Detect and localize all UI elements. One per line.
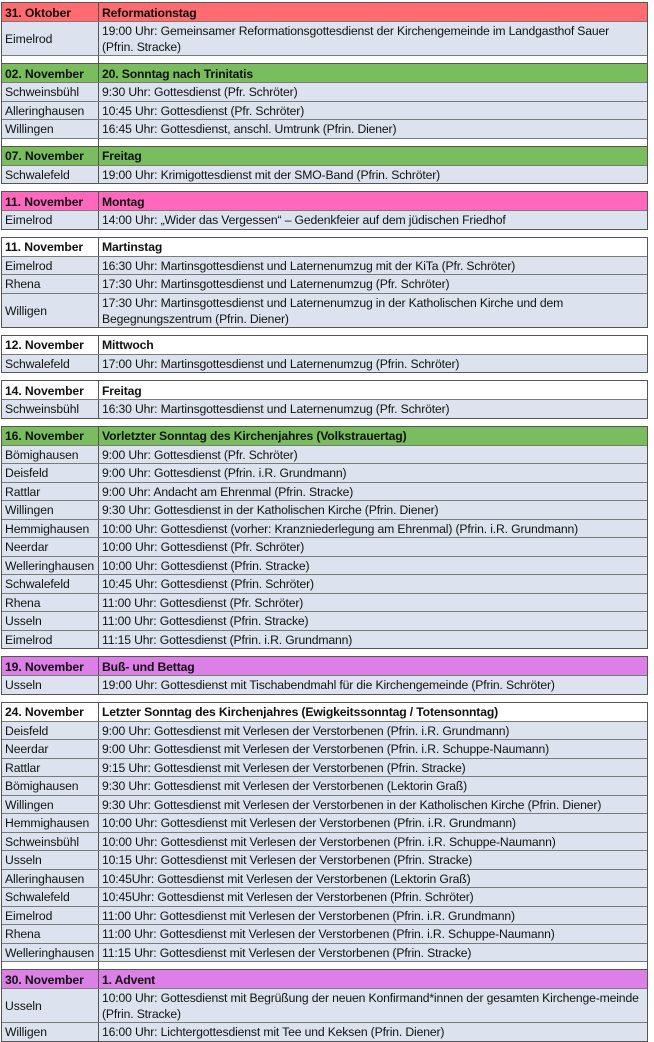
place-cell: Eimelrod: [2, 907, 99, 925]
place-cell: Schwalefeld: [2, 355, 99, 373]
block-header: [2, 3, 647, 21]
table-row: [2, 210, 647, 229]
table-row: [2, 795, 647, 814]
event-cell: 11:15 Uhr: Gottesdienst (Pfrin. i.R. Grundmann): [102, 632, 353, 647]
event-cell: 19:00 Uhr: Krimigottesdienst mit der SMO-Band (Pfrin. Schröter): [102, 167, 441, 182]
schedule-block-2: [1, 64, 648, 147]
table-row: [2, 165, 647, 184]
table-row: [2, 82, 647, 101]
event-cell: 14:00 Uhr: „Wider das Vergessen“ – Gedenkfeier auf dem jüdischen Friedhof: [102, 213, 506, 228]
event-cell: 19:00 Uhr: Gemeinsamer Reformationsgottesdienst der Kirchengemeinde im Landgasthof Sauer (Pfrin. Stracke): [102, 24, 610, 54]
event-cell: 10:15 Uhr: Gottesdienst mit Verlesen der Verstorbenen (Pfrin. Stracke): [102, 853, 473, 868]
block-title: Freitag: [102, 383, 142, 398]
place-cell: Eimelrod: [2, 257, 99, 275]
block-date: 11. November: [2, 192, 99, 210]
table-row: [2, 887, 647, 906]
place-cell: Eimelrod: [2, 22, 99, 55]
table-row: [2, 293, 647, 327]
place-cell: Willingen: [2, 120, 99, 138]
place-cell: Neerdar: [2, 538, 99, 556]
table-row: [2, 943, 647, 962]
table-row: [2, 758, 647, 777]
empty-cell: [99, 139, 647, 146]
event-cell: 9:30 Uhr: Gottesdienst mit Verlesen der Verstorbenen in der Katholischen Kirche (Pfrin. Diener): [102, 797, 602, 812]
table-row: [2, 445, 647, 464]
block-date: 07. November: [2, 147, 99, 165]
place-cell: Usseln: [2, 851, 99, 869]
place-cell: Schweinsbühl: [2, 83, 99, 101]
place-cell: Hemmighausen: [2, 814, 99, 832]
table-row: [2, 593, 647, 612]
table-row: [2, 611, 647, 630]
block-title: 1. Advent: [102, 972, 156, 987]
event-cell: 9:30 Uhr: Gottesdienst in der Katholischen Kirche (Pfrin. Diener): [102, 503, 439, 518]
block-header: [2, 147, 647, 165]
place-cell: Deisfeld: [2, 464, 99, 482]
place-cell: Willingen: [2, 501, 99, 519]
table-row: [2, 832, 647, 851]
place-cell: Rattlar: [2, 483, 99, 501]
block-date: 24. November: [2, 703, 99, 721]
block-header: [2, 64, 647, 82]
table-row: [2, 482, 647, 501]
table-row: [2, 1022, 647, 1041]
event-cell: 16:45 Uhr: Gottesdienst, anschl. Umtrunk (Pfrin. Diener): [102, 122, 397, 137]
event-cell: 9:30 Uhr: Gottesdienst (Pfr. Schröter): [102, 85, 298, 100]
place-cell: Rhena: [2, 275, 99, 293]
block-date: 02. November: [2, 64, 99, 82]
block-title: Martinstag: [102, 240, 163, 254]
schedule-block-4: [1, 191, 648, 230]
empty-row: [2, 138, 647, 146]
place-cell: Neerdar: [2, 740, 99, 758]
table-row: [2, 399, 647, 418]
table-row: [2, 776, 647, 795]
table-row: [2, 21, 647, 55]
event-cell: 11:00 Uhr: Gottesdienst (Pfrin. Stracke): [102, 614, 309, 629]
table-row: [2, 869, 647, 888]
table-row: [2, 354, 647, 373]
schedule-block-10: [1, 702, 648, 971]
event-cell: 9:15 Uhr: Gottesdienst mit Verlesen der Verstorbenen (Pfrin. Stracke): [102, 760, 466, 775]
place-cell: Hemmighausen: [2, 520, 99, 538]
schedule-block-6: [1, 335, 648, 374]
place-cell: Eimelrod: [2, 631, 99, 649]
table-row: [2, 850, 647, 869]
event-cell: 9:00 Uhr: Andacht am Ehrenmal (Pfrin. Stracke): [102, 484, 354, 499]
block-title: Montag: [102, 194, 145, 209]
event-cell: 16:00 Uhr: Lichtergottesdienst mit Tee und Keksen (Pfrin. Diener): [102, 1025, 445, 1040]
place-cell: Bömighausen: [2, 777, 99, 795]
table-row: [2, 574, 647, 593]
block-header: [2, 192, 647, 210]
block-title: Mittwoch: [102, 338, 154, 352]
empty-cell: [2, 139, 99, 146]
table-row: [2, 988, 647, 1022]
event-cell: 17:30 Uhr: Martinsgottesdienst und Laternenumzug (Pfr. Schröter): [102, 277, 450, 292]
block-date: 11. November: [2, 238, 99, 256]
place-cell: Rattlar: [2, 759, 99, 777]
block-date: 12. November: [2, 336, 99, 354]
block-header: [2, 238, 647, 256]
schedule-block-3: [1, 147, 648, 185]
event-cell: 17:30 Uhr: Martinsgottesdienst und Laternenumzug in der Katholischen Kirche und dem Begegnungszentrum (Pfrin. Diener): [102, 295, 564, 326]
place-cell: Eimelrod: [2, 211, 99, 229]
place-cell: Deisfeld: [2, 722, 99, 740]
place-cell: Bömighausen: [2, 446, 99, 464]
table-row: [2, 556, 647, 575]
table-row: [2, 721, 647, 740]
block-title: 20. Sonntag nach Trinitatis: [102, 66, 254, 81]
table-row: [2, 500, 647, 519]
event-cell: 10:45Uhr: Gottesdienst mit Verlesen der Verstorbenen (Pfrin. Schröter): [102, 890, 474, 905]
schedule-block-8: [1, 426, 648, 650]
event-cell: 16:30 Uhr: Martinsgottesdienst und Laternenumzug mit der KiTa (Pfr. Schröter): [102, 258, 516, 273]
table-row: [2, 101, 647, 120]
event-cell: 9:30 Uhr: Gottesdienst mit Verlesen der Verstorbenen (Lektorin Graß): [102, 779, 468, 794]
block-date: 14. November: [2, 381, 99, 399]
event-cell: 10:45Uhr: Gottesdienst mit Verlesen der Verstorbenen (Lektorin Graß): [102, 871, 471, 886]
empty-cell: [99, 56, 647, 63]
table-row: [2, 675, 647, 694]
event-cell: 10:00 Uhr: Gottesdienst (Pfr. Schröter): [102, 540, 305, 555]
event-cell: 9:00 Uhr: Gottesdienst (Pfrin. i.R. Grundmann): [102, 466, 347, 481]
block-header: [2, 381, 647, 399]
place-cell: Schwalefeld: [2, 888, 99, 906]
block-header: [2, 657, 647, 675]
event-cell: 10:00 Uhr: Gottesdienst (Pfrin. Stracke): [102, 558, 310, 573]
event-cell: 10:45 Uhr: Gottesdienst (Pfr. Schröter): [102, 103, 305, 118]
table-row: [2, 537, 647, 556]
block-date: 30. November: [2, 970, 99, 988]
place-cell: Willigen: [2, 1023, 99, 1041]
event-cell: 10:00 Uhr: Gottesdienst mit Verlesen der Verstorbenen (Pfrin. i.R. Grundmann): [102, 816, 516, 831]
empty-row: [2, 961, 647, 969]
event-cell: 19:00 Uhr: Gottesdienst mit Tischabendmahl für die Kirchengemeinde (Pfrin. Schröter): [102, 678, 555, 693]
block-title: Freitag: [102, 149, 142, 163]
place-cell: Alleringhausen: [2, 870, 99, 888]
block-header: [2, 336, 647, 354]
block-header: [2, 703, 647, 721]
place-cell: Welleringhausen: [2, 944, 99, 962]
place-cell: Usseln: [2, 989, 99, 1022]
place-cell: Rhena: [2, 594, 99, 612]
event-cell: 17:00 Uhr: Martinsgottesdienst und Laternenumzug (Pfrin. Schröter): [102, 356, 460, 371]
place-cell: Welleringhausen: [2, 557, 99, 575]
event-cell: 10:00 Uhr: Gottesdienst mit Begrüßung der neuen Konfirmand*innen der gesamten Kirchenge-meinde (Pfrin. Stracke): [102, 991, 639, 1021]
block-title: Letzter Sonntag des Kirchenjahres (Ewigkeitssonntag / Totensonntag): [102, 705, 499, 719]
place-cell: Alleringhausen: [2, 102, 99, 120]
block-header: [2, 970, 647, 988]
block-title: Reformationstag: [102, 5, 197, 20]
place-cell: Schweinsbühl: [2, 833, 99, 851]
table-row: [2, 274, 647, 293]
block-header: [2, 427, 647, 445]
place-cell: Willingen: [2, 796, 99, 814]
empty-cell: [2, 56, 99, 63]
empty-row: [2, 55, 647, 63]
place-cell: Rhena: [2, 925, 99, 943]
block-title: Buß- und Bettag: [102, 659, 195, 674]
event-cell: 10:45 Uhr: Gottesdienst (Pfrin. Schröter): [102, 577, 314, 592]
event-cell: 9:00 Uhr: Gottesdienst mit Verlesen der Verstorbenen (Pfrin. i.R. Grundmann): [102, 723, 510, 738]
event-cell: 11:00 Uhr: Gottesdienst (Pfr. Schröter): [102, 595, 304, 610]
event-cell: 11:00 Uhr: Gottesdienst mit Verlesen der Verstorbenen (Pfrin. i.R. Grundmann): [102, 908, 515, 923]
event-cell: 9:00 Uhr: Gottesdienst mit Verlesen der Verstorbenen (Pfrin. i.R. Schuppe-Naumann): [102, 742, 549, 757]
table-row: [2, 119, 647, 138]
event-cell: 10:00 Uhr: Gottesdienst (vorher: Kranzniederlegung am Ehrenmal) (Pfrin. i.R. Grundmann): [102, 521, 579, 536]
event-cell: 11:15 Uhr: Gottesdienst mit Verlesen der Verstorbenen (Pfrin. Stracke): [102, 945, 472, 960]
empty-cell: [2, 962, 99, 969]
table-row: [2, 924, 647, 943]
place-cell: Willigen: [2, 294, 99, 327]
place-cell: Schwalefeld: [2, 575, 99, 593]
table-row: [2, 519, 647, 538]
event-cell: 10:00 Uhr: Gottesdienst mit Verlesen der Verstorbenen (Pfrin. i.R. Schuppe-Naumann): [102, 834, 556, 849]
table-row: [2, 739, 647, 758]
block-title: Vorletzter Sonntag des Kirchenjahres (Volkstrauertag): [102, 429, 407, 443]
schedule-block-7: [1, 380, 648, 419]
block-date: 31. Oktober: [2, 3, 99, 21]
place-cell: Usseln: [2, 612, 99, 630]
schedule-block-5: [1, 237, 648, 328]
schedule-block-1: [1, 2, 648, 64]
table-row: [2, 256, 647, 275]
table-row: [2, 630, 647, 649]
schedule-block-11: [1, 970, 648, 1042]
schedule-block-9: [1, 656, 648, 695]
table-row: [2, 813, 647, 832]
event-cell: 11:00 Uhr: Gottesdienst mit Verlesen der Verstorbenen (Pfrin. i.R. Schuppe-Naumann): [102, 927, 555, 942]
place-cell: Schwalefeld: [2, 166, 99, 184]
empty-cell: [99, 962, 647, 969]
block-date: 16. November: [2, 427, 99, 445]
block-date: 19. November: [2, 657, 99, 675]
place-cell: Schweinsbühl: [2, 400, 99, 418]
event-cell: 16:30 Uhr: Martinsgottesdienst und Laternenumzug (Pfr. Schröter): [102, 402, 450, 417]
table-row: [2, 906, 647, 925]
place-cell: Usseln: [2, 676, 99, 694]
table-row: [2, 463, 647, 482]
event-cell: 9:00 Uhr: Gottesdienst (Pfr. Schröter): [102, 447, 298, 462]
